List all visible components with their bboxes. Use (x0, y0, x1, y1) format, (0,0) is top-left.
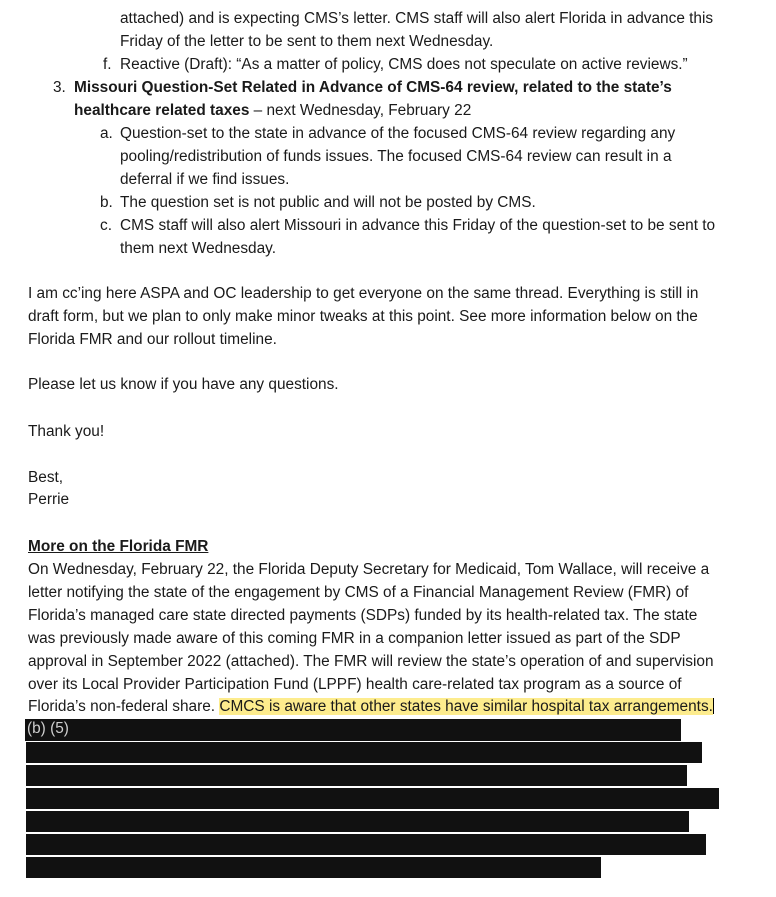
redaction-bar (26, 857, 601, 878)
list-continuation-line-2: Friday of the letter to be sent to them next Wednesday. (120, 33, 494, 50)
list-continuation-line-1: attached) and is expecting CMS’s letter. CMS staff will also alert Florida in advance this (120, 10, 714, 27)
subitem-b-line-1: The question set is not public and will not be posted by CMS. (120, 194, 536, 211)
fmr-line-1: On Wednesday, February 22, the Florida Deputy Secretary for Medicaid, Tom Wallace, will receive a (28, 561, 710, 578)
thanks-line: Thank you! (28, 423, 105, 440)
signature: Perrie (28, 491, 70, 508)
fmr-line-6: over its Local Provider Participation Fund (LPPF) health care-related tax program as a source of (28, 676, 682, 693)
cc-paragraph-line-1: I am cc’ing here ASPA and OC leadership to get everyone on the same thread. Everything is still in (28, 285, 699, 302)
list-marker-a: a. (100, 125, 113, 142)
fmr-line-3: Florida’s managed care state directed payments (SDPs) funded by its health-related tax. The state (28, 607, 698, 624)
subitem-a-line-2: pooling/redistribution of funds issues. The focused CMS-64 review can result in a (120, 148, 672, 165)
item3-title-line-2 (74, 101, 471, 121)
fmr-heading: More on the Florida FMR (28, 538, 209, 555)
fmr-line-7 (28, 697, 714, 717)
item3-title-line-1: Missouri Question-Set Related in Advance of CMS-64 review, related to the state’s (74, 79, 672, 96)
list-marker-3: 3. (53, 79, 66, 96)
text-cursor (713, 698, 714, 714)
redaction-bar (26, 742, 702, 763)
list-marker-b: b. (100, 194, 113, 211)
redaction-bar (26, 834, 706, 855)
subitem-a-line-3: deferral if we find issues. (120, 171, 290, 188)
item3-title-bold: healthcare related taxes (74, 102, 250, 119)
fmr-line-7-plain: Florida’s non-federal share. (28, 698, 220, 715)
highlighted-sentence: CMCS is aware that other states have similar hospital tax arrangements. (219, 698, 713, 715)
signoff: Best, (28, 469, 64, 486)
subitem-a-line-1: Question-set to the state in advance of the focused CMS-64 review regarding any (120, 125, 676, 142)
list-item-f-text: Reactive (Draft): “As a matter of policy, CMS does not speculate on active reviews.” (120, 56, 688, 73)
subitem-c-line-2: them next Wednesday. (120, 240, 276, 257)
fmr-line-2: letter notifying the state of the engagement by CMS of a Financial Management Review (FMR) of (28, 584, 689, 601)
fmr-line-4: was previously made aware of this coming FMR in a companion letter issued as part of the SDP (28, 630, 681, 647)
questions-line: Please let us know if you have any questions. (28, 376, 339, 393)
list-marker-c: c. (100, 217, 112, 234)
cc-paragraph-line-2: draft form, but we plan to only make minor tweaks at this point. See more information below on the (28, 308, 698, 325)
list-marker-f: f. (103, 56, 112, 73)
redaction-label: (b) (5) (25, 719, 681, 741)
redaction-bar (26, 788, 719, 809)
redaction-bar (26, 765, 687, 786)
redaction-bar (26, 811, 689, 832)
fmr-line-5: approval in September 2022 (attached). The FMR will review the state’s operation of and supervision (28, 653, 714, 670)
item3-title-date: – next Wednesday, February 22 (249, 102, 472, 119)
cc-paragraph-line-3: Florida FMR and our rollout timeline. (28, 331, 277, 348)
subitem-c-line-1: CMS staff will also alert Missouri in advance this Friday of the question-set to be sent to (120, 217, 716, 234)
